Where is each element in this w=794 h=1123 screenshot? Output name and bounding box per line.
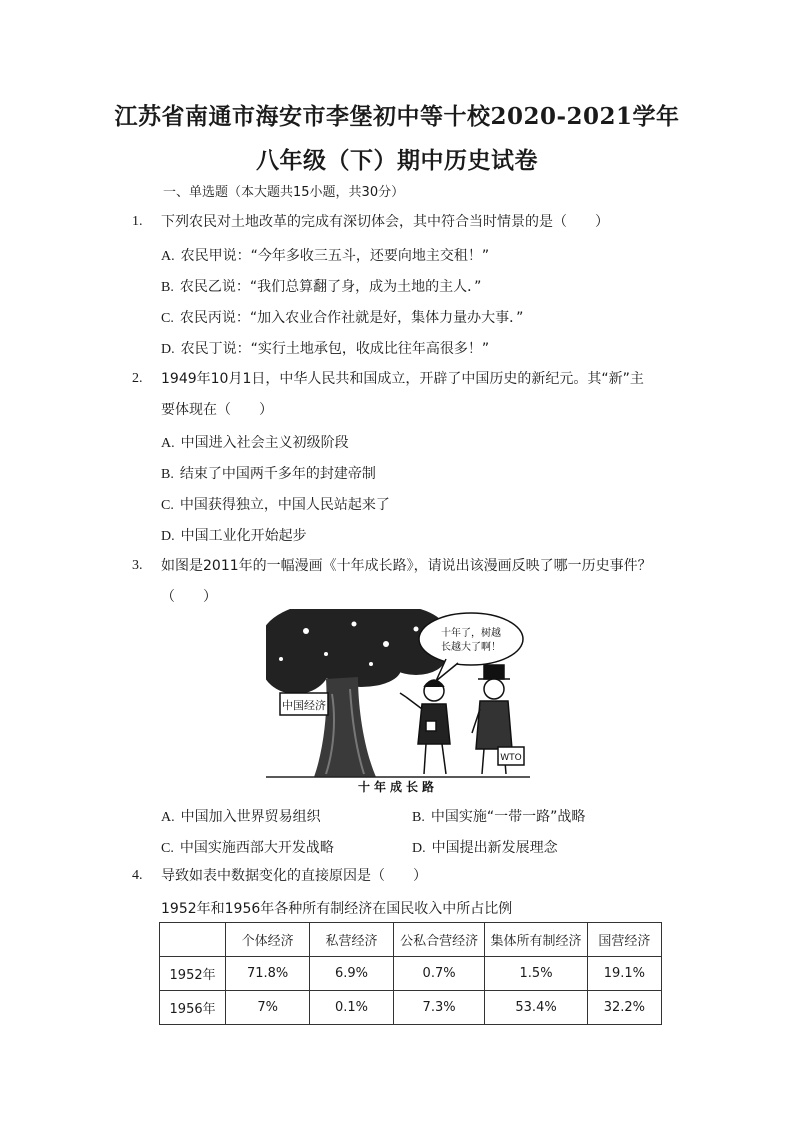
question-stem: 导致如表中数据变化的直接原因是（ ） bbox=[161, 868, 427, 884]
trunk-sign-text: 中国经济 bbox=[282, 699, 326, 712]
option-c: C. 中国获得独立，中国人民站起来了 bbox=[161, 497, 390, 513]
table-header-cell: 国营经济 bbox=[587, 923, 661, 957]
option-a: A. 中国加入世界贸易组织 bbox=[161, 809, 321, 825]
table-cell: 0.1% bbox=[310, 991, 394, 1025]
question-stem-cont: （ ） bbox=[161, 589, 217, 605]
speech-text-line1: 十年了，树越 bbox=[441, 628, 501, 639]
question-stem-cont: 要体现在（ ） bbox=[161, 402, 273, 418]
table-header-cell: 个体经济 bbox=[226, 923, 310, 957]
question-number: 3. bbox=[132, 558, 143, 573]
table-cell: 1952年 bbox=[160, 957, 226, 991]
table-cell: 71.8% bbox=[226, 957, 310, 991]
table-cell: 53.4% bbox=[485, 991, 587, 1025]
table-row bbox=[160, 957, 662, 991]
table-header-cell: 公私合营经济 bbox=[393, 923, 485, 957]
table-caption: 1952年和1956年各种所有制经济在国民收入中所占比例 bbox=[161, 901, 513, 917]
speech-bubble bbox=[419, 613, 523, 665]
option-b: B. 农民乙说：“我们总算翻了身，成为土地的主人．” bbox=[161, 279, 482, 295]
table-cell: 7.3% bbox=[393, 991, 485, 1025]
option-b: B. 中国实施“一带一路”战略 bbox=[412, 809, 586, 825]
option-a: A. 中国进入社会主义初级阶段 bbox=[161, 435, 349, 451]
cartoon-illustration bbox=[266, 609, 530, 795]
question-stem: 下列农民对土地改革的完成有深切体会，其中符合当时情景的是（ ） bbox=[161, 214, 609, 230]
table-header-row bbox=[160, 923, 662, 957]
exam-title-line1: 江苏省南通市海安市李堡初中等十校2020-2021学年 bbox=[114, 103, 680, 130]
question-number: 4. bbox=[132, 868, 143, 883]
question-number: 2. bbox=[132, 371, 143, 386]
speech-text-line2: 长越大了啊！ bbox=[441, 642, 501, 653]
table-cell: 1956年 bbox=[160, 991, 226, 1025]
table-cell: 32.2% bbox=[587, 991, 661, 1025]
table-header-cell bbox=[160, 923, 226, 957]
table-row bbox=[160, 991, 662, 1025]
data-table bbox=[159, 922, 662, 1025]
question-stem: 1949年10月1日，中华人民共和国成立，开辟了中国历史的新纪元。其“新”主 bbox=[161, 371, 644, 387]
option-b: B. 结束了中国两千多年的封建帝制 bbox=[161, 466, 376, 482]
table-cell: 0.7% bbox=[393, 957, 485, 991]
table-cell: 1.5% bbox=[485, 957, 587, 991]
option-a: A. 农民甲说：“今年多收三五斗，还要向地主交租！” bbox=[161, 248, 490, 264]
option-d: D. 农民丁说：“实行土地承包，收成比往年高很多！” bbox=[161, 341, 490, 357]
option-d: D. 中国工业化开始起步 bbox=[161, 528, 307, 544]
option-c: C. 中国实施西部大开发战略 bbox=[161, 840, 334, 856]
option-d: D. 中国提出新发展理念 bbox=[412, 840, 558, 856]
wto-label: WTO bbox=[500, 753, 522, 763]
table-cell: 19.1% bbox=[587, 957, 661, 991]
question-number: 1. bbox=[132, 214, 143, 229]
cartoon-caption: 十年成长路 bbox=[357, 780, 439, 794]
option-c: C. 农民丙说：“加入农业合作社就是好，集体力量办大事．” bbox=[161, 310, 524, 326]
table-cell: 7% bbox=[226, 991, 310, 1025]
table-cell: 6.9% bbox=[310, 957, 394, 991]
table-header-cell: 集体所有制经济 bbox=[485, 923, 587, 957]
table-header-cell: 私营经济 bbox=[310, 923, 394, 957]
section-heading: 一、单选题（本大题共15小题，共30分） bbox=[163, 185, 405, 200]
question-stem: 如图是2011年的一幅漫画《十年成长路》，请说出该漫画反映了哪一历史事件？ bbox=[161, 558, 652, 574]
exam-title-line2: 八年级（下）期中历史试卷 bbox=[256, 147, 538, 174]
